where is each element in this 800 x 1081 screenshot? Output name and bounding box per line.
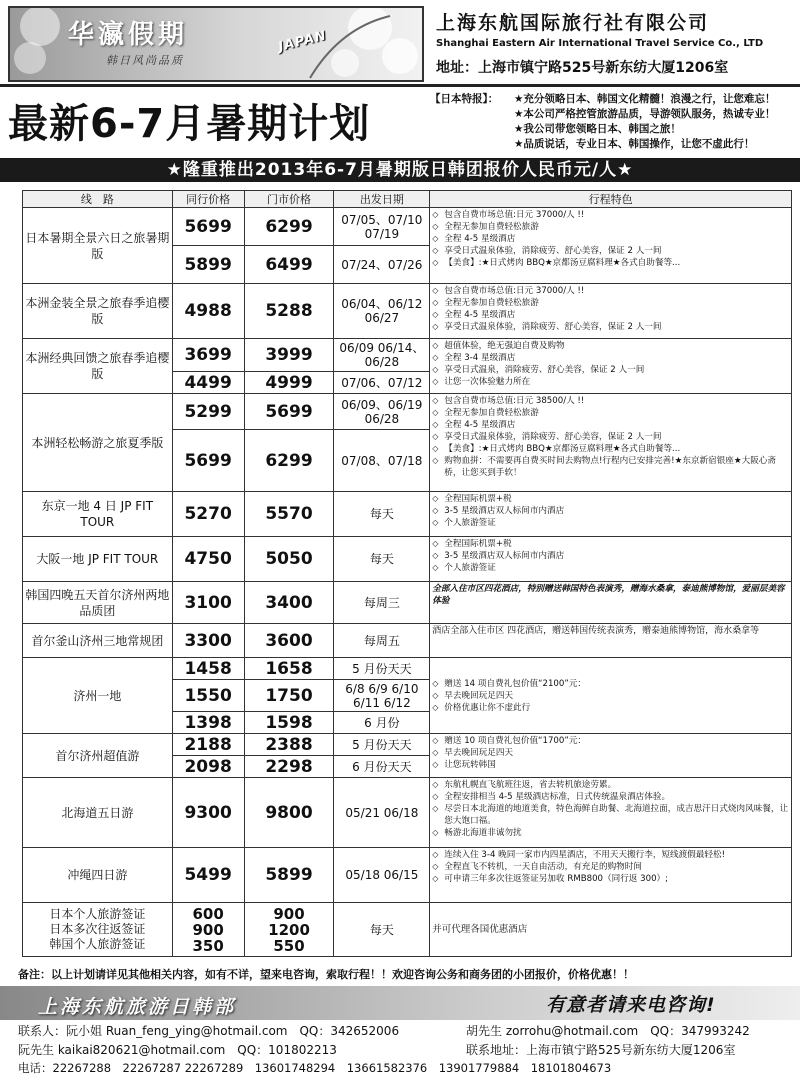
diamond-bullet-icon: ◇ xyxy=(432,310,439,319)
feature-item: ◇ 让您玩转韩国 xyxy=(432,760,496,770)
peer-price: 5899 xyxy=(172,246,244,284)
feature-item: ◇ 可申请三年多次往返签证另加收 RMB800（同行返 300）; xyxy=(432,874,669,884)
diamond-bullet-icon: ◇ xyxy=(432,690,439,700)
route-features xyxy=(430,284,792,339)
retail-price: 6299 xyxy=(244,430,334,492)
feature-item: ◇ 畅游北海道非诚勿扰 xyxy=(432,828,522,838)
peer-price: 4499 xyxy=(172,372,244,394)
route-name: 首尔济州超值游 xyxy=(23,734,173,778)
retail-price: 4999 xyxy=(244,372,334,394)
departure-date: 每周五 xyxy=(334,624,430,658)
table-row xyxy=(23,394,792,430)
route-features xyxy=(430,394,792,492)
diamond-bullet-icon: ◇ xyxy=(432,298,439,307)
feature-item: ◇ 早去晚回玩足四天 xyxy=(432,748,514,758)
diamond-bullet-icon: ◇ xyxy=(432,862,439,871)
peer-price: 5299 xyxy=(172,394,244,430)
route-name: 北海道五日游 xyxy=(23,778,173,848)
route-features xyxy=(430,582,792,624)
peer-price: 2098 xyxy=(172,756,244,778)
feature-item: ◇ 3-5 星级酒店双人标间市内酒店 xyxy=(432,551,565,561)
route-name: 冲绳四日游 xyxy=(23,848,173,903)
diamond-bullet-icon: ◇ xyxy=(432,760,439,769)
feature-item: ◇ 享受日式温泉，消除疲劳、舒心美容，保证 2 人一间 xyxy=(432,365,645,375)
departure-date: 05/21 06/18 xyxy=(334,778,430,848)
departure-date: 6 月份 xyxy=(334,712,430,734)
diamond-bullet-icon: ◇ xyxy=(432,850,439,859)
feature-item: ◇ 东航札幌直飞航班往返，省去转机旅途劳累。 xyxy=(432,780,617,790)
company-name-cn: 上海东航国际旅行社有限公司 xyxy=(436,12,710,34)
diamond-bullet-icon: ◇ xyxy=(432,551,439,560)
peer-price: 9300 xyxy=(172,778,244,848)
feature-item: ◇ 尽尝日本北海道的地道美食，特色海鲜自助餐、北海道拉面，成吉思汗日式烧肉风味餐，让您大饱口福。 xyxy=(432,804,789,826)
peer-price: 3100 xyxy=(172,582,244,624)
retail-price: 5570 xyxy=(244,492,334,537)
footer-slogan-right: 有意者请来电咨询! xyxy=(546,994,716,1016)
retail-price: 1598 xyxy=(244,712,334,734)
feature-item: ◇ 连续入住 3-4 晚同一家市内四星酒店，不用天天搬行李，短线渡假最轻松! xyxy=(432,850,726,860)
visa-name: 韩国个人旅游签证 xyxy=(49,937,146,951)
diamond-bullet-icon: ◇ xyxy=(432,748,439,757)
peer-price: 5270 xyxy=(172,492,244,537)
diamond-bullet-icon: ◇ xyxy=(432,365,439,374)
route-features xyxy=(430,208,792,284)
retail-price: 2298 xyxy=(244,756,334,778)
feature-item: ◇ 全程安排相当 4-5 星级酒店标准，日式传统温泉酒店体验。 xyxy=(432,792,671,802)
peer-price: 600 xyxy=(192,904,224,923)
company-address: 地址：上海市镇宁路525号新东纺大厦1206室 xyxy=(436,60,729,76)
diamond-bullet-icon: ◇ xyxy=(432,736,439,745)
diamond-bullet-icon: ◇ xyxy=(432,234,439,243)
diamond-bullet-icon: ◇ xyxy=(432,804,439,813)
col-header-features: 行程特色 xyxy=(430,191,792,208)
departure-date: 每天 xyxy=(334,903,430,957)
peer-price: 900 xyxy=(192,920,224,939)
visa-name: 日本多次往返签证 xyxy=(49,922,146,936)
table-row xyxy=(23,903,792,957)
page-title: 最新6-7月暑期计划 xyxy=(8,101,371,147)
route-name: 首尔釜山济州三地常规团 xyxy=(23,624,173,658)
table-row xyxy=(23,848,792,903)
retail-price: 1200 xyxy=(268,920,310,939)
diamond-bullet-icon: ◇ xyxy=(432,420,439,429)
logo-subtitle: 韩日风尚品质 xyxy=(106,54,184,67)
feature-item: ◇ 购物血拼：不需要再自费买时间去购物点!行程内已安排完善!★东京新宿银座★大阪心斋桥，让您买到手软！ xyxy=(432,456,776,478)
route-name: 本洲轻松畅游之旅夏季版 xyxy=(23,394,173,492)
col-header-peer-price: 同行价格 xyxy=(172,191,244,208)
contact-phones: 电话：22267288 22267287 22267289 13601748294 13661582376 13901779884 18101804673 xyxy=(18,1061,612,1075)
feature-item: ◇ 全程 4-5 星级酒店 xyxy=(432,234,516,244)
table-row xyxy=(23,208,792,246)
diamond-bullet-icon: ◇ xyxy=(432,353,439,362)
retail-price: 1658 xyxy=(244,658,334,680)
table-row xyxy=(23,339,792,372)
route-features xyxy=(430,339,792,394)
route-features xyxy=(430,734,792,778)
route-features xyxy=(430,537,792,582)
peer-price: 5699 xyxy=(172,208,244,246)
feature-item: ◇ 包含自费市场总值:日元 38500/人 !! xyxy=(432,396,585,406)
feature-item: ◇ 全程国际机票+税 xyxy=(432,539,512,549)
diamond-bullet-icon: ◇ xyxy=(432,341,439,350)
diamond-bullet-icon: ◇ xyxy=(432,322,439,331)
diamond-bullet-icon: ◇ xyxy=(432,377,439,386)
retail-price: 9800 xyxy=(244,778,334,848)
retail-price: 5050 xyxy=(244,537,334,582)
remark-note: 备注：以上计划请详见其他相关内容，如有不详，望来电咨询，索取行程！！欢迎咨询公务和商务团的小团报价，价格优惠！！ xyxy=(18,968,634,981)
feature-item: ◇ 享受日式温泉体验，消除疲劳、舒心美容，保证 2 人一间 xyxy=(432,246,662,256)
feature-item: ◇ 全程 3-4 星级酒店 xyxy=(432,353,516,363)
diamond-bullet-icon: ◇ xyxy=(432,456,439,465)
feature-item: ◇ 全程 4-5 星级酒店 xyxy=(432,310,516,320)
special-line: ★充分领略日本、韩国文化精髓！浪漫之行，让您难忘！ xyxy=(514,93,776,105)
col-header-retail-price: 门市价格 xyxy=(244,191,334,208)
promo-banner: ★隆重推出2013年6-7月暑期版日韩团报价人民币元/人★ xyxy=(0,158,800,182)
peer-price: 5499 xyxy=(172,848,244,903)
table-row xyxy=(23,537,792,582)
table-row xyxy=(23,624,792,658)
diamond-bullet-icon: ◇ xyxy=(432,408,439,417)
route-features xyxy=(430,903,792,957)
logo-japan-label: JAPAN xyxy=(276,28,329,55)
departure-date: 6/8 6/9 6/10 6/11 6/12 xyxy=(334,680,430,712)
retail-price: 1750 xyxy=(244,680,334,712)
feature-item: ◇ 享受日式温泉体验，消除疲劳、舒心美容，保证 2 人一间 xyxy=(432,322,662,332)
route-name: 东京一地 4 日 JP FIT TOUR xyxy=(23,492,173,537)
diamond-bullet-icon: ◇ xyxy=(432,444,439,453)
departure-date: 每天 xyxy=(334,492,430,537)
feature-item: ◇ 全程国际机票+税 xyxy=(432,494,512,504)
visa-names xyxy=(23,903,173,957)
retail-price: 6499 xyxy=(244,246,334,284)
departure-date: 每周三 xyxy=(334,582,430,624)
feature-item: ◇ 【美食】:★日式烤肉 BBQ★京都汤豆腐料理★各式自助餐等... xyxy=(432,258,681,268)
retail-price: 5699 xyxy=(244,394,334,430)
special-line: ★本公司严格控管旅游品质，导游领队服务，热诚专业！ xyxy=(514,108,776,120)
departure-date: 06/09 06/14、06/28 xyxy=(334,339,430,372)
feature-item: ◇ 让您一次体验魅力所在 xyxy=(432,377,531,387)
departure-date: 06/09、06/19 06/28 xyxy=(334,394,430,430)
retail-price: 3999 xyxy=(244,339,334,372)
feature-paragraph: 并可代理各国优惠酒店 xyxy=(432,923,528,935)
diamond-bullet-icon: ◇ xyxy=(432,222,439,231)
departure-date: 05/18 06/15 xyxy=(334,848,430,903)
contact-ruan-xiaojie: 联系人：阮小姐 Ruan_feng_ying@hotmail.com QQ：342652006 xyxy=(18,1024,400,1038)
feature-item: ◇ 全程 4-5 星级酒店 xyxy=(432,420,516,430)
retail-price: 3600 xyxy=(244,624,334,658)
diamond-bullet-icon: ◇ xyxy=(432,246,439,255)
departure-date: 每天 xyxy=(334,537,430,582)
diamond-bullet-icon: ◇ xyxy=(432,494,439,503)
diamond-bullet-icon: ◇ xyxy=(432,678,439,688)
peer-price: 3300 xyxy=(172,624,244,658)
diamond-bullet-icon: ◇ xyxy=(432,780,439,789)
departure-date: 07/24、07/26 xyxy=(334,246,430,284)
peer-price: 2188 xyxy=(172,734,244,756)
feature-item: ◇ 包含自费市场总值:日元 37000/人 !! xyxy=(432,286,585,296)
departure-date: 5 月份天天 xyxy=(334,734,430,756)
route-name: 大阪一地 JP FIT TOUR xyxy=(23,537,173,582)
special-notice-lines xyxy=(514,92,799,152)
feature-item: ◇ 个人旅游签证 xyxy=(432,518,496,528)
peer-price: 1550 xyxy=(172,680,244,712)
table-row xyxy=(23,778,792,848)
retail-price: 5899 xyxy=(244,848,334,903)
route-name: 本洲经典回馈之旅春季追樱版 xyxy=(23,339,173,394)
diamond-bullet-icon: ◇ xyxy=(432,874,439,883)
header xyxy=(0,0,800,84)
retail-price: 2388 xyxy=(244,734,334,756)
route-name: 日本暑期全景六日之旅暑期版 xyxy=(23,208,173,284)
route-name: 本洲金装全景之旅春季追樱版 xyxy=(23,284,173,339)
diamond-bullet-icon: ◇ xyxy=(432,506,439,515)
departure-date: 6 月份天天 xyxy=(334,756,430,778)
feature-item: ◇ 包含自费市场总值:日元 37000/人 !! xyxy=(432,210,585,220)
visa-peer-prices xyxy=(172,903,244,957)
route-name: 济州一地 xyxy=(23,658,173,734)
diamond-bullet-icon: ◇ xyxy=(432,286,439,295)
diamond-bullet-icon: ◇ xyxy=(432,258,439,267)
feature-item: ◇ 价格优惠让你不虚此行 xyxy=(432,702,531,713)
feature-item: ◇ 个人旅游签证 xyxy=(432,563,496,573)
diamond-bullet-icon: ◇ xyxy=(432,396,439,405)
brand-logo xyxy=(8,6,424,82)
table-row xyxy=(23,582,792,624)
retail-price: 550 xyxy=(273,936,305,955)
route-name: 韩国四晚五天首尔济州两地品质团 xyxy=(23,582,173,624)
feature-item: ◇ 全程直飞不转机，一天自由活动，有充足的购物时间 xyxy=(432,862,642,872)
visa-name: 日本个人旅游签证 xyxy=(49,907,146,921)
diamond-bullet-icon: ◇ xyxy=(432,432,439,441)
retail-price: 6299 xyxy=(244,208,334,246)
table-header-row xyxy=(23,191,792,208)
diamond-bullet-icon: ◇ xyxy=(432,210,439,219)
table-row xyxy=(23,658,792,680)
peer-price: 5699 xyxy=(172,430,244,492)
special-line: ★我公司带您领略日本、韩国之旅！ xyxy=(514,123,681,135)
feature-paragraph: 全部入住市区四花酒店，特别赠送韩国特色表演秀，赠海水桑拿，泰迪熊博物馆，爱丽层美容体验 xyxy=(432,584,785,606)
feature-item: ◇ 全程无参加自费轻松旅游 xyxy=(432,408,539,418)
departure-date: 07/06、07/12 xyxy=(334,372,430,394)
feature-item: ◇ 全程无参加自费轻松旅游 xyxy=(432,298,539,308)
diamond-bullet-icon: ◇ xyxy=(432,702,439,712)
special-line: ★品质说话，专业日本、韩国操作，让您不虚此行！ xyxy=(514,138,755,150)
contact-hu: 胡先生 zorrohu@hotmail.com QQ：347993242 xyxy=(466,1024,750,1038)
visa-retail-prices xyxy=(244,903,334,957)
feature-item: ◇ 3-5 星级酒店双人标间市内酒店 xyxy=(432,506,565,516)
special-notice-tag: 【日本特报】： xyxy=(430,93,499,105)
diamond-bullet-icon: ◇ xyxy=(432,518,439,527)
col-header-route: 线 路 xyxy=(23,191,173,208)
price-table xyxy=(22,190,792,957)
peer-price: 1458 xyxy=(172,658,244,680)
company-name-en: Shanghai Eastern Air International Travel Service Co., LTD xyxy=(436,38,764,49)
diamond-bullet-icon: ◇ xyxy=(432,563,439,572)
departure-date: 06/04、06/12 06/27 xyxy=(334,284,430,339)
table-row xyxy=(23,492,792,537)
feature-item: ◇ 【美食】:★日式烤肉 BBQ★京都汤豆腐料理★各式自助餐等... xyxy=(432,444,681,454)
feature-item: ◇ 早去晚回玩足四天 xyxy=(432,690,514,701)
diamond-bullet-icon: ◇ xyxy=(432,792,439,801)
footer-slogan-left: 上海东航旅游日韩部 xyxy=(38,996,237,1018)
departure-date: 5 月份天天 xyxy=(334,658,430,680)
header-divider xyxy=(0,84,800,87)
route-features xyxy=(430,624,792,658)
route-features xyxy=(430,658,792,734)
table-row xyxy=(23,284,792,339)
col-header-departure: 出发日期 xyxy=(334,191,430,208)
peer-price: 350 xyxy=(192,936,224,955)
diamond-bullet-icon: ◇ xyxy=(432,539,439,548)
departure-date: 07/05、07/10 07/19 xyxy=(334,208,430,246)
feature-item: ◇ 赠送 14 项自费礼包价值“2100”元： xyxy=(432,678,587,689)
peer-price: 4750 xyxy=(172,537,244,582)
retail-price: 3400 xyxy=(244,582,334,624)
feature-paragraph: 酒店全部入住市区 四花酒店，赠送韩国传统表演秀，赠泰迪熊博物馆，海水桑拿等 xyxy=(432,626,760,636)
peer-price: 1398 xyxy=(172,712,244,734)
peer-price: 4988 xyxy=(172,284,244,339)
route-features xyxy=(430,492,792,537)
retail-price: 900 xyxy=(273,904,305,923)
retail-price: 5288 xyxy=(244,284,334,339)
peer-price: 3699 xyxy=(172,339,244,372)
contact-ruan-xiansheng: 阮先生 kaikai820621@hotmail.com QQ：101802213 xyxy=(18,1043,337,1057)
feature-item: ◇ 超值体验，绝无强迫自费及购物 xyxy=(432,341,565,351)
diamond-bullet-icon: ◇ xyxy=(432,828,439,837)
route-features xyxy=(430,848,792,903)
route-features xyxy=(430,778,792,848)
contact-address: 联系地址：上海市镇宁路525号新东纺大厦1206室 xyxy=(466,1043,736,1057)
feature-item: ◇ 享受日式温泉体验，消除疲劳、舒心美容，保证 2 人一间 xyxy=(432,432,662,442)
logo-title: 华瀛假期 xyxy=(68,20,189,50)
table-row xyxy=(23,734,792,756)
feature-item: ◇ 赠送 10 项自费礼包价值“1700”元： xyxy=(432,736,587,746)
feature-item: ◇ 全程无参加自费轻松旅游 xyxy=(432,222,539,232)
departure-date: 07/08、07/18 xyxy=(334,430,430,492)
